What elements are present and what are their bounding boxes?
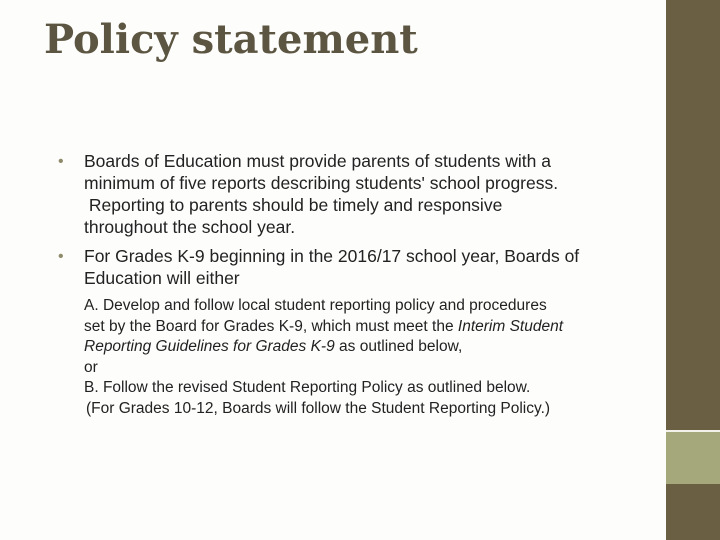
option-a-line bbox=[84, 317, 658, 338]
bullet-icon: • bbox=[58, 153, 64, 170]
option-a-line bbox=[84, 337, 658, 358]
slide-title: Policy statement bbox=[44, 16, 418, 63]
slide-body bbox=[58, 150, 658, 419]
bullet-line: Boards of Education must provide parents of students with a bbox=[84, 151, 551, 171]
option-a-line: A. Develop and follow local student reporting policy and procedures bbox=[84, 297, 547, 314]
option-a-text: set by the Board for Grades K-9, which must meet the bbox=[84, 317, 458, 335]
bullet-line: Reporting to parents should be timely and responsive bbox=[84, 195, 503, 215]
bullet-list bbox=[58, 150, 658, 289]
guidelines-title: Reporting Guidelines for Grades K-9 bbox=[84, 338, 335, 355]
bullet-line: throughout the school year. bbox=[84, 217, 296, 237]
side-bar-accent bbox=[666, 432, 720, 484]
guidelines-title: Interim Student bbox=[457, 317, 564, 335]
bullet-line: For Grades K-9 beginning in the 2016/17 school year, Boards of bbox=[84, 246, 580, 266]
bullet-line: minimum of five reports describing students' school progress. bbox=[84, 173, 559, 193]
or-text: or bbox=[84, 358, 98, 376]
option-a-text: as outlined below, bbox=[334, 338, 463, 355]
grades-10-12-note: (For Grades 10-12, Boards will follow the Student Reporting Policy.) bbox=[86, 399, 551, 417]
option-b-line: B. Follow the revised Student Reporting Policy as outlined below. bbox=[84, 379, 531, 396]
bullet-item bbox=[58, 150, 658, 238]
bullet-line: Education will either bbox=[84, 268, 240, 288]
bullet-item bbox=[58, 245, 658, 289]
bullet-icon: • bbox=[58, 248, 64, 265]
sub-paragraph bbox=[58, 296, 658, 419]
